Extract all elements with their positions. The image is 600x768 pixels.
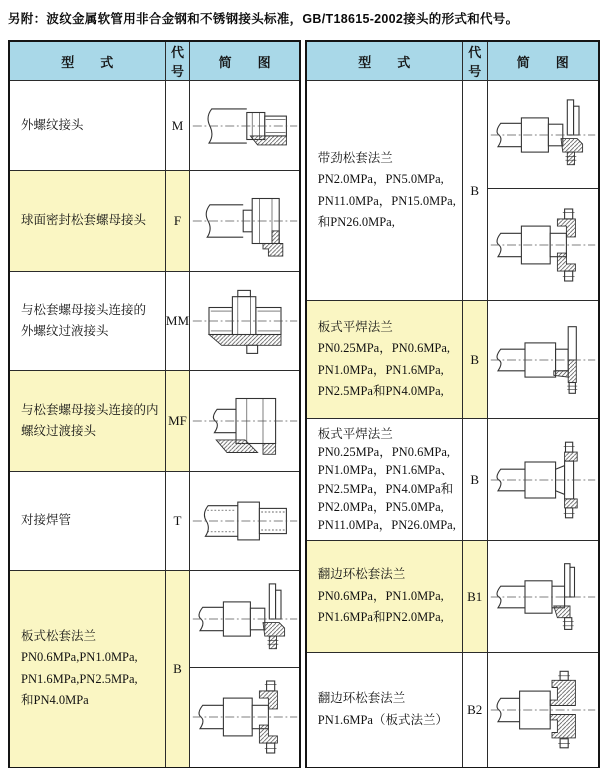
diagram-cell — [487, 419, 599, 541]
diagram-lapFlange-icon — [488, 81, 598, 188]
type-text-line: PN0.25MPa，PN0.6MPa, — [317, 445, 451, 460]
type-text-line: 对接焊管 — [21, 513, 72, 528]
code-cell: F — [165, 171, 190, 272]
diagram-buttWeld-icon — [190, 472, 298, 570]
table-row — [306, 653, 599, 768]
diagram-cell — [190, 668, 300, 768]
type-cell — [306, 81, 463, 301]
header-row — [9, 41, 300, 81]
fittings-table-right — [305, 40, 600, 768]
type-text-line: PN1.0MPa，PN1.6MPa, — [317, 362, 444, 377]
page-title: 另附：波纹金属软管用非合金钢和不锈钢接头标准，GB/T18615-2002接头的形式和代号。 — [8, 12, 519, 26]
code-cell: MF — [165, 371, 190, 472]
type-cell — [9, 371, 165, 472]
type-cell — [306, 419, 463, 541]
type-text-line: PN2.5MPa和PN4.0MPa, — [317, 384, 444, 398]
type-cell — [306, 653, 463, 768]
column-header-type: 型 式 — [306, 41, 463, 81]
diagram-cell — [190, 272, 300, 371]
table-row — [9, 81, 300, 171]
diagram-cell — [487, 189, 599, 301]
type-text-line: PN11.0MPa，PN15.0MPa, — [317, 193, 456, 208]
type-text-line: 与松套螺母接头连接的 — [21, 302, 147, 317]
type-text-line: 和PN4.0MPa — [21, 693, 89, 708]
type-text-line: PN1.6MPa（板式法兰） — [317, 712, 448, 727]
column-header-code: 代号 — [165, 41, 190, 81]
type-text-line: 板式平焊法兰 — [317, 319, 393, 334]
code-cell: B1 — [462, 541, 487, 653]
code-cell: MM — [165, 272, 190, 371]
tables-container — [8, 40, 600, 768]
type-text-line: 球面密封松套螺母接头 — [21, 213, 147, 228]
column-header-code: 代号 — [462, 41, 487, 81]
diagram-cell — [190, 81, 300, 171]
diagram-maleThread-icon — [190, 81, 298, 170]
type-text-line: 和PN26.0MPa, — [317, 215, 395, 229]
type-text-line: 板式松套法兰 — [21, 628, 97, 643]
table-row — [9, 171, 300, 272]
code-cell: M — [165, 81, 190, 171]
fittings-table-left — [8, 40, 301, 768]
code-cell: B — [462, 81, 487, 301]
table-row — [306, 541, 599, 653]
type-text-line: 带劲松套法兰 — [317, 150, 393, 165]
type-text-line: PN1.0MPa，PN1.6MPa、 — [317, 463, 454, 478]
type-text-line: 螺纹过渡接头 — [21, 424, 97, 438]
type-text-line: PN0.6MPa，PN1.0MPa, — [317, 588, 444, 603]
type-text-line: PN1.6MPa和PN2.0MPa, — [317, 610, 444, 625]
type-text-line: PN2.0MPa，PN5.0MPa, — [317, 499, 444, 514]
diagram-b2Flange-icon — [488, 653, 598, 767]
diagram-cell — [487, 81, 599, 189]
diagram-cell — [190, 571, 300, 668]
type-text-line: PN1.6MPa,PN2.5MPa, — [21, 671, 138, 686]
type-cell — [9, 171, 165, 272]
table-row — [306, 81, 599, 189]
diagram-flatFlange-icon — [488, 301, 598, 418]
type-text-line: PN0.6MPa,PN1.0MPa, — [21, 650, 138, 665]
type-text-line: PN11.0MPa，PN26.0MPa, — [317, 517, 456, 532]
diagram-cell — [190, 472, 300, 571]
type-cell — [306, 301, 463, 419]
diagram-unionNut-icon — [190, 171, 298, 271]
type-text-line: 翻边环松套法兰 — [317, 567, 406, 582]
type-text-line: 与松套螺母接头连接的内 — [21, 402, 159, 417]
type-cell — [306, 541, 463, 653]
diagram-cell — [487, 653, 599, 768]
type-text-line: PN0.25MPa，PN0.6MPa, — [317, 341, 451, 355]
diagram-collarFlange-icon — [488, 189, 598, 300]
table-row — [9, 571, 300, 668]
code-cell: T — [165, 472, 190, 571]
table-row — [9, 272, 300, 371]
diagram-cell — [487, 301, 599, 419]
code-cell: B2 — [462, 653, 487, 768]
type-text-line: 翻边环松套法兰 — [317, 691, 406, 706]
type-text-line: 外螺纹过液接头 — [21, 324, 109, 338]
column-header-type: 型 式 — [9, 41, 165, 81]
diagram-cell — [190, 171, 300, 272]
column-header-diagram: 简 图 — [487, 41, 599, 81]
table-row — [306, 301, 599, 419]
type-text-line: 板式平焊法兰 — [317, 427, 393, 442]
diagram-cell — [190, 371, 300, 472]
table-row — [306, 419, 599, 541]
table-row — [9, 371, 300, 472]
diagram-lapFlange-icon — [190, 571, 298, 667]
type-text-line: 外螺纹接头 — [21, 117, 84, 132]
diagram-nippleMF-icon — [190, 371, 298, 471]
diagram-collarFlange-icon — [190, 668, 298, 767]
diagram-cell — [487, 541, 599, 653]
type-cell — [9, 272, 165, 371]
type-cell — [9, 472, 165, 571]
code-cell: B — [462, 301, 487, 419]
header-row — [306, 41, 599, 81]
code-cell: B — [165, 571, 190, 768]
type-cell — [9, 81, 165, 171]
table-row — [9, 472, 300, 571]
type-cell — [9, 571, 165, 768]
type-text-line: PN2.0MPa，PN5.0MPa, — [317, 172, 444, 186]
type-text-line: PN2.5MPa，PN4.0MPa和 — [317, 481, 454, 496]
code-cell: B — [462, 419, 487, 541]
diagram-nippleMM-icon — [190, 272, 298, 370]
column-header-diagram: 简 图 — [190, 41, 300, 81]
diagram-weldFlange-icon — [488, 419, 598, 540]
diagram-b1Flange-icon — [488, 541, 598, 652]
